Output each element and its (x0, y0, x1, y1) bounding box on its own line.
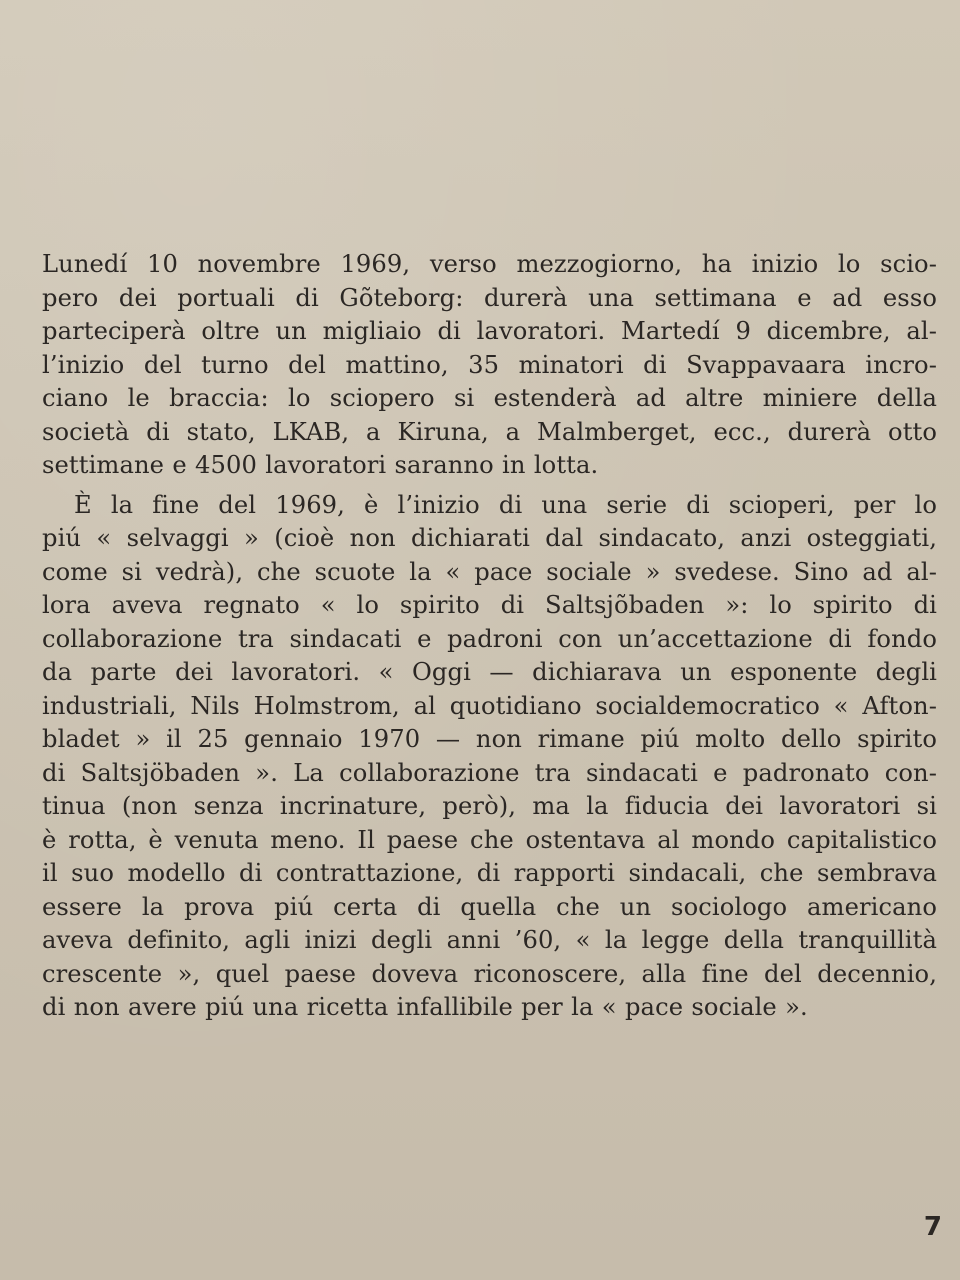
text-line: da parte dei lavoratori. « Oggi — dichiarava un esponente degli (42, 658, 937, 686)
text-line: il suo modello di contrattazione, di rapporti sindacali, che sembrava (42, 859, 937, 887)
text-line: industriali, Nils Holmstrom, al quotidiano socialdemocratico « Afton- (42, 691, 937, 720)
text-line: Lunedí 10 novembre 1969, verso mezzogiorno, ha inizio lo scio- (42, 250, 937, 278)
text-line: l’inizio del turno del mattino, 35 minatori di Svappavaara incro- (42, 350, 937, 379)
text-line: settimane e 4500 lavoratori saranno in lotta. (42, 451, 599, 479)
text-line: parteciperà oltre un migliaio di lavoratori. Martedí 9 dicembre, al- (42, 317, 937, 345)
text-line: È la fine del 1969, è l’inizio di una serie di scioperi, per lo (74, 490, 937, 519)
text-line: aveva definito, agli inizi degli anni ’60, « la legge della tranquillità (42, 926, 937, 954)
text-line: collaborazione tra sindacati e padroni con un’accettazione di fondo (42, 624, 937, 653)
text-line: crescente », quel paese doveva riconoscere, alla fine del decennio, (42, 959, 937, 988)
text-line: essere la prova piú certa di quella che un sociologo americano (42, 892, 937, 921)
text-line: tinua (non senza incrinature, però), ma la fiducia dei lavoratori si (42, 792, 937, 820)
text-line: società di stato, LKAB, a Kiruna, a Malmberget, ecc., durerà otto (42, 417, 937, 446)
body-text (42, 248, 937, 1025)
page-number: 7 (923, 1212, 942, 1242)
paragraph-2 (42, 489, 937, 1025)
text-line: come si vedrà), che scuote la « pace sociale » svedese. Sino ad al- (42, 557, 937, 586)
text-line: bladet » il 25 gennaio 1970 — non rimane piú molto dello spirito (42, 725, 937, 753)
text-line: pero dei portuali di Gõteborg: durerà una settimana e ad esso (42, 283, 937, 312)
text-line: piú « selvaggi » (cioè non dichiarati dal sindacato, anzi osteggiati, (42, 524, 937, 552)
text-line: ciano le braccia: lo sciopero si estenderà ad altre miniere della (42, 384, 937, 412)
text-line: lora aveva regnato « lo spirito di Saltsjõbaden »: lo spirito di (42, 591, 937, 619)
text-line: è rotta, è venuta meno. Il paese che ostentava al mondo capitalistico (42, 825, 937, 854)
text-line: di non avere piú una ricetta infallibile per la « pace sociale ». (42, 993, 808, 1021)
paragraph-1 (42, 248, 937, 483)
text-line: di Saltsjöbaden ». La collaborazione tra sindacati e padronato con- (42, 758, 937, 787)
